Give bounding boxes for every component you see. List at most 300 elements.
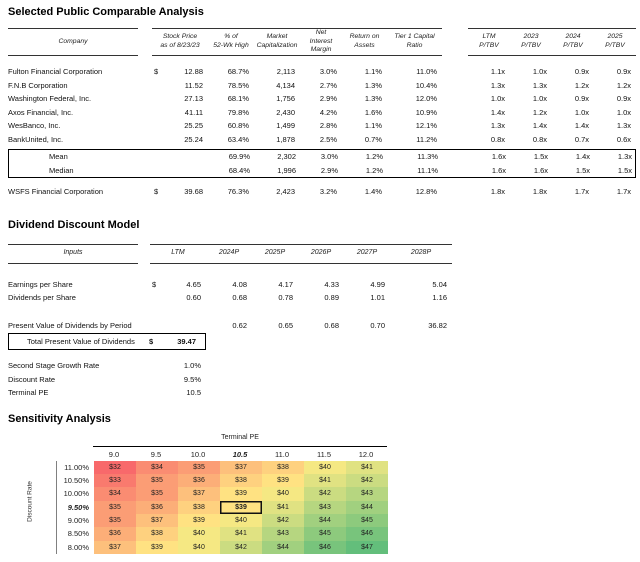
heatmap-cell: $32 — [94, 461, 136, 474]
value-cell: 1.6x — [533, 165, 548, 175]
col-header-label: 2026P — [310, 249, 332, 257]
dividend-discount-model-section — [8, 219, 636, 400]
heatmap-column-headers — [56, 448, 388, 461]
heatmap-cell: $36 — [178, 474, 220, 487]
heatmap-row-label: 8.50% — [67, 529, 89, 539]
currency-symbol — [152, 133, 168, 147]
spacer — [138, 278, 150, 292]
heatmap-row — [57, 461, 388, 474]
value-cell — [169, 164, 209, 178]
spacer — [442, 79, 468, 93]
col-header-2026p — [298, 244, 344, 264]
value-cell: 2.8% — [319, 121, 337, 130]
currency-symbol: $ — [152, 279, 157, 289]
value-cell: 12.0% — [415, 94, 437, 103]
value-cell: 1.3x — [617, 152, 632, 161]
col-header-2028p — [390, 244, 452, 264]
spacer — [138, 65, 152, 79]
heatmap-cell: $37 — [220, 461, 262, 474]
spacer — [138, 359, 150, 373]
value-cell: 4.99 — [370, 279, 385, 289]
value-cell: 10.4% — [415, 80, 437, 90]
sensitivity-analysis-section — [8, 413, 636, 555]
value-cell — [169, 150, 209, 164]
heatmap-cell: $34 — [136, 461, 178, 474]
value-cell: 1.3x — [616, 121, 631, 130]
value-cell: 11.1% — [417, 165, 438, 175]
value-cell: 1.4x — [532, 121, 547, 130]
heatmap-cell: $43 — [346, 487, 388, 500]
value-cell: 11.3% — [417, 152, 438, 161]
company-name: Median — [49, 165, 74, 175]
value-cell: 1.0x — [616, 107, 631, 117]
currency-symbol — [152, 106, 168, 120]
heatmap-cell: $39 — [220, 487, 262, 500]
value-cell: 2,302 — [277, 152, 296, 161]
col-header-line1: LTM — [482, 33, 496, 41]
heatmap-row-label: 9.00% — [67, 516, 89, 526]
value-cell: 1.8x — [490, 187, 505, 196]
heatmap-cell: $44 — [304, 514, 346, 527]
heatmap-cell: $40 — [304, 461, 346, 474]
value-cell: 25.25 — [184, 121, 203, 130]
value-cell: 4.17 — [278, 279, 293, 289]
value-cell: 2.5% — [319, 134, 337, 144]
assumption-label: Second Stage Growth Rate — [8, 361, 100, 370]
spacer — [139, 164, 153, 178]
assumption-row — [8, 359, 636, 373]
heatmap-cell: $42 — [304, 487, 346, 500]
heatmap-row — [57, 514, 388, 527]
col-header-2027p — [344, 244, 390, 264]
heatmap-cell: $35 — [136, 487, 178, 500]
value-cell: 0.9x — [616, 67, 631, 76]
value-cell: 1.0x — [532, 94, 547, 103]
value-cell: 4.2% — [319, 107, 337, 117]
value-cell: 0.7x — [574, 134, 589, 144]
value-cell: 1.0x — [532, 67, 547, 76]
heatmap-cell: $40 — [178, 527, 220, 540]
heatmap-row — [57, 541, 388, 554]
value-cell: 1.4x — [490, 107, 505, 117]
heatmap-row-label: 8.00% — [67, 542, 89, 552]
col-header-inputs — [8, 244, 138, 264]
summary-row — [9, 164, 635, 178]
company-name: Washington Federal, Inc. — [8, 94, 92, 103]
assumption-row — [8, 386, 636, 400]
value-cell: 0.9x — [574, 94, 589, 103]
heatmap-row — [57, 501, 388, 514]
value-cell: 69.9% — [228, 152, 250, 161]
value-cell: 2.9% — [320, 165, 338, 175]
spacer — [138, 119, 152, 133]
heatmap-cell: $45 — [346, 514, 388, 527]
heatmap-cell: $42 — [220, 541, 262, 554]
value-cell: 1.1x — [490, 67, 505, 76]
value-cell: 1.6x — [491, 165, 506, 175]
heatmap-col-header: 10.0 — [190, 449, 206, 459]
heatmap-cell: $37 — [94, 541, 136, 554]
col-header-inputs-label: Inputs — [63, 249, 83, 257]
value-cell: 1.01 — [370, 293, 385, 302]
value-cell: 10.9% — [415, 107, 437, 117]
heatmap-cell: $34 — [94, 487, 136, 500]
heatmap-highlighted-cell: $39 — [220, 501, 262, 514]
spacer — [138, 319, 150, 333]
sensitivity-section-title: Sensitivity Analysis — [8, 412, 111, 425]
value-cell: 1,756 — [276, 94, 295, 103]
value-cell: 2,423 — [276, 187, 295, 196]
heatmap-cell: $35 — [136, 474, 178, 487]
heatmap-cell: $42 — [262, 514, 304, 527]
company-row — [8, 79, 636, 93]
col-header-label: LTM — [171, 249, 185, 257]
ddm-total-value: 39.47 — [177, 337, 196, 346]
col-header-ltm-ptbv — [468, 28, 510, 56]
value-cell: 12.1% — [415, 121, 437, 130]
heatmap-cell: $41 — [304, 474, 346, 487]
heatmap-cell: $45 — [304, 527, 346, 540]
spacer — [442, 92, 468, 106]
ddm-row-label: Dividends per Share — [8, 293, 76, 302]
value-cell: 1.4% — [364, 187, 382, 196]
company-name: Fulton Financial Corporation — [8, 67, 103, 76]
heatmap-cell: $46 — [304, 541, 346, 554]
heatmap-cell: $40 — [220, 514, 262, 527]
value-cell: 68.1% — [227, 94, 249, 103]
spacer — [138, 185, 152, 199]
spacer — [138, 79, 152, 93]
spacer — [150, 359, 166, 373]
spacer — [137, 334, 147, 349]
company-name: WesBanco, Inc. — [8, 121, 61, 130]
ddm-total-row — [9, 334, 205, 349]
heatmap-rows — [56, 461, 388, 555]
currency-symbol — [153, 164, 169, 178]
value-cell: 2,430 — [276, 107, 295, 117]
value-cell: 2.9% — [319, 94, 337, 103]
ddm-rows — [8, 278, 636, 333]
heatmap-cell: $35 — [94, 514, 136, 527]
value-cell: 0.9x — [616, 94, 631, 103]
company-name: Axos Financial, Inc. — [8, 107, 74, 117]
value-cell: 1.0x — [574, 107, 589, 117]
heatmap-cell: $41 — [262, 501, 304, 514]
heatmap-cell: $35 — [94, 501, 136, 514]
heatmap-cell: $46 — [346, 527, 388, 540]
col-header-line1: Tier 1 Capital — [394, 33, 435, 41]
value-cell: 78.5% — [227, 80, 249, 90]
col-header-line2: Ratio — [406, 42, 423, 49]
ddm-total-box — [8, 333, 206, 350]
value-cell: 36.82 — [428, 320, 447, 330]
heatmap-cell: $39 — [262, 474, 304, 487]
company-row — [8, 65, 636, 79]
assumption-label: Discount Rate — [8, 374, 56, 384]
heatmap-cell: $42 — [346, 474, 388, 487]
heatmap-col-header: 9.5 — [150, 449, 162, 459]
heatmap-row-label: 11.00% — [64, 462, 89, 472]
value-cell: 1.2% — [365, 152, 383, 161]
heatmap-cell: $39 — [178, 514, 220, 527]
value-cell: 0.68 — [232, 293, 247, 302]
heatmap-cell: $41 — [346, 461, 388, 474]
col-header-company-label: Company — [58, 37, 88, 45]
spacer — [443, 150, 469, 164]
currency-symbol — [150, 291, 166, 305]
ddm-section-title: Dividend Discount Model — [8, 218, 140, 231]
company-name: BankUnited, Inc. — [8, 134, 64, 144]
col-header-market-cap — [254, 28, 300, 56]
col-header-line1: 2023 — [523, 33, 539, 41]
heatmap-x-axis-label: Terminal PE — [221, 433, 259, 441]
col-header-line2: 52-Wk High — [213, 42, 249, 49]
col-header-line2: P/TBV — [605, 42, 625, 49]
heatmap-cell: $43 — [304, 501, 346, 514]
heatmap-cell: $36 — [136, 501, 178, 514]
value-cell: 0.78 — [278, 293, 293, 302]
value-cell: 12.8% — [415, 187, 437, 196]
value-cell: 1.6% — [364, 107, 382, 117]
value-cell: 27.13 — [184, 94, 203, 103]
value-cell: 1.5x — [617, 165, 632, 175]
value-cell: 11.0% — [416, 67, 437, 76]
col-header-line1: % of — [224, 33, 238, 41]
currency-symbol — [153, 150, 169, 164]
company-row — [8, 106, 636, 120]
heatmap-cell: $33 — [94, 474, 136, 487]
ddm-row — [8, 278, 636, 292]
spacer — [138, 386, 150, 400]
comps-company-rows — [8, 65, 636, 146]
col-header-line1: Market — [266, 33, 288, 41]
value-cell: 41.11 — [184, 107, 203, 117]
subject-company-row — [8, 185, 636, 199]
value-cell: 0.6x — [616, 134, 631, 144]
value-cell: 1.5x — [533, 152, 548, 161]
value-cell: 1.3x — [490, 121, 505, 130]
heatmap-col-header: 11.0 — [274, 449, 290, 459]
value-cell: 1.7x — [616, 187, 631, 196]
ddm-row-label: Present Value of Dividends by Period — [8, 320, 132, 330]
assumption-label: Terminal PE — [8, 388, 49, 397]
value-cell: 63.4% — [227, 134, 249, 144]
col-header-2023-ptbv — [510, 28, 552, 56]
col-header-line2: Interest Margin — [309, 37, 333, 54]
value-cell: 3.2% — [319, 187, 337, 196]
value-cell: 3.0% — [319, 67, 337, 76]
value-cell: 0.9x — [574, 67, 589, 76]
value-cell: 1.3x — [532, 80, 547, 90]
heatmap-row — [57, 527, 388, 540]
value-cell: 1.2x — [616, 80, 631, 90]
heatmap-cell: $38 — [220, 474, 262, 487]
comps-section-title: Selected Public Comparable Analysis — [8, 6, 204, 18]
sensitivity-heatmap — [26, 433, 388, 555]
value-cell: 1.1% — [364, 121, 382, 130]
value-cell: 1,499 — [276, 121, 295, 130]
value-cell: 4.65 — [186, 279, 201, 289]
value-cell: 1.7x — [574, 187, 589, 196]
heatmap-cell: $37 — [178, 487, 220, 500]
currency-symbol — [152, 79, 168, 93]
value-cell: 1.2x — [574, 80, 589, 90]
value-cell: 12.88 — [184, 67, 203, 76]
value-cell: 1.8x — [532, 187, 547, 196]
value-cell: 76.3% — [227, 187, 249, 196]
heatmap-cell: $38 — [136, 527, 178, 540]
col-header-line1: Stock Price — [162, 33, 198, 41]
heatmap-header-rule — [93, 445, 387, 447]
assumption-value: 10.5 — [186, 388, 201, 397]
value-cell: 0.70 — [370, 320, 385, 330]
col-header-line1: Net — [315, 29, 327, 37]
value-cell: 1.3x — [490, 80, 505, 90]
col-header-line1: 2025 — [607, 33, 623, 41]
value-cell: 5.04 — [432, 279, 447, 289]
value-cell: 1.3% — [364, 94, 382, 103]
value-cell: 3.0% — [320, 152, 338, 161]
ddm-row — [8, 291, 636, 305]
col-header-line2: P/TBV — [479, 42, 499, 49]
value-cell: 1,878 — [276, 134, 295, 144]
company-name: WSFS Financial Corporation — [8, 187, 104, 196]
assumption-value: 9.5% — [183, 374, 201, 384]
heatmap-cell: $44 — [262, 541, 304, 554]
company-row — [8, 119, 636, 133]
heatmap-row-label: 10.00% — [63, 489, 89, 499]
value-cell: 0.89 — [324, 293, 339, 302]
spacer — [138, 106, 152, 120]
heatmap-cell: $38 — [178, 501, 220, 514]
col-header-tier1-capital-ratio — [387, 28, 442, 56]
spacer — [150, 386, 166, 400]
comps-summary-box — [8, 149, 636, 178]
value-cell: 1.5x — [575, 165, 590, 175]
col-header-line1: Return on — [349, 33, 380, 41]
assumption-row — [8, 373, 636, 387]
value-cell: 79.8% — [227, 107, 249, 117]
heatmap-cell: $40 — [262, 487, 304, 500]
value-cell: 1.6x — [491, 152, 506, 161]
assumption-value: 1.0% — [183, 361, 201, 370]
col-header-company — [8, 28, 138, 56]
col-header-line2: Capitalization — [256, 42, 298, 49]
ddm-total-label: Total Present Value of Dividends — [27, 337, 135, 346]
spacer — [442, 133, 468, 147]
value-cell: 68.4% — [228, 165, 250, 175]
value-cell: 0.68 — [324, 320, 339, 330]
value-cell: 2,113 — [276, 67, 295, 76]
col-header-stock-price — [152, 28, 208, 56]
spacer — [442, 119, 468, 133]
spacer — [138, 291, 150, 305]
spacer — [442, 106, 468, 120]
heatmap-y-axis-label: Discount Rate — [26, 480, 34, 522]
value-cell: 1.2% — [365, 165, 383, 175]
spacer — [443, 164, 469, 178]
comps-subject-row-host — [8, 185, 636, 199]
value-cell: 1.1% — [364, 67, 382, 76]
ddm-row — [8, 319, 636, 333]
value-cell: 0.8x — [490, 134, 505, 144]
summary-row — [9, 150, 635, 164]
value-cell — [166, 319, 206, 333]
col-header-return-on-assets — [342, 28, 387, 56]
col-header-net-interest-margin — [300, 28, 342, 56]
spacer — [138, 92, 152, 106]
spacer — [138, 133, 152, 147]
value-cell: 11.2% — [416, 134, 437, 144]
value-cell: 1,996 — [277, 165, 296, 175]
col-header-label: 2027P — [356, 249, 378, 257]
col-header-line1: 2024 — [565, 33, 581, 41]
col-header-line2: P/TBV — [563, 42, 583, 49]
currency-symbol: $ — [154, 67, 159, 76]
spacer — [139, 150, 153, 164]
currency-symbol — [152, 119, 168, 133]
heatmap-row — [57, 487, 388, 500]
spacer — [138, 373, 150, 387]
value-cell: 4,134 — [276, 80, 295, 90]
comps-header-row — [8, 28, 636, 56]
currency-symbol: $ — [154, 187, 159, 196]
heatmap-row-label: 9.50% — [67, 502, 89, 512]
value-cell: 0.62 — [232, 320, 247, 330]
value-cell: 1.3% — [364, 80, 382, 90]
heatmap-cell: $35 — [178, 461, 220, 474]
col-header-label: 2024P — [218, 249, 240, 257]
heatmap-cell: $43 — [262, 527, 304, 540]
col-header-2024p — [206, 244, 252, 264]
currency-symbol — [150, 319, 166, 333]
value-cell: 1.16 — [432, 293, 447, 302]
heatmap-col-header: 9.0 — [108, 449, 120, 459]
spacer — [442, 185, 468, 199]
value-cell: 1.2x — [532, 107, 547, 117]
col-header-line2: Assets — [354, 42, 375, 49]
value-cell: 0.8x — [532, 134, 547, 144]
value-cell: 2.7% — [319, 80, 337, 90]
heatmap-cell: $41 — [220, 527, 262, 540]
currency-symbol: $ — [149, 337, 154, 346]
value-cell: 1.4x — [574, 121, 589, 130]
col-header-2025p — [252, 244, 298, 264]
value-cell: 0.60 — [186, 293, 201, 302]
value-cell: 68.7% — [227, 67, 249, 76]
col-header-line2: P/TBV — [521, 42, 541, 49]
heatmap-cell: $47 — [346, 541, 388, 554]
heatmap-cell: $36 — [94, 527, 136, 540]
heatmap-cell: $38 — [262, 461, 304, 474]
ddm-row-label: Earnings per Share — [8, 279, 73, 289]
spacer — [442, 65, 468, 79]
col-header-52wk-high — [208, 28, 254, 56]
company-row — [8, 133, 636, 147]
value-cell: 4.08 — [232, 279, 247, 289]
currency-symbol — [152, 92, 168, 106]
col-header-line2: as of 8/23/23 — [160, 42, 200, 49]
col-header-2024-ptbv — [552, 28, 594, 56]
value-cell: 1.0x — [490, 94, 505, 103]
ddm-header-row — [8, 244, 636, 264]
value-cell: 60.8% — [227, 121, 249, 130]
col-header-label: 2025P — [264, 249, 286, 257]
value-cell: 0.65 — [278, 320, 293, 330]
heatmap-cell: $44 — [346, 501, 388, 514]
col-header-2025-ptbv — [594, 28, 636, 56]
value-cell: 0.7% — [364, 134, 382, 144]
